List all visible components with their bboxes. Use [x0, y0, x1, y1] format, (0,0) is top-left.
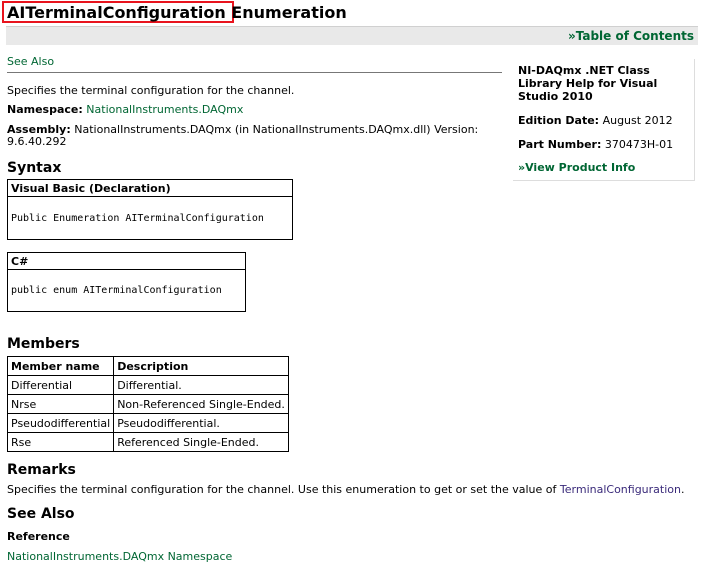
members-table	[7, 356, 289, 452]
member-description: Referenced Single-Ended.	[114, 433, 289, 452]
member-description: Pseudodifferential.	[114, 414, 289, 433]
page-title-suffix: Enumeration	[225, 3, 347, 22]
assembly-line	[7, 124, 497, 148]
vb-code-box	[7, 179, 293, 240]
edition-value: August 2012	[602, 114, 673, 127]
part-label: Part Number:	[518, 138, 602, 151]
table-header-row	[8, 357, 289, 376]
remarks-body: Specifies the terminal configuration for the channel. Use this enumeration to get or set the value of	[7, 483, 560, 496]
page-title	[7, 3, 347, 22]
namespace-link[interactable]: NationalInstruments.DAQmx	[86, 103, 244, 116]
part-value: 370473H-01	[604, 138, 674, 151]
remarks-end: .	[681, 483, 685, 496]
member-description: Differential.	[114, 376, 289, 395]
table-row	[8, 433, 289, 452]
title-bar	[0, 0, 720, 26]
namespace-reference-link[interactable]: NationalInstruments.DAQmx Namespace	[7, 550, 233, 563]
view-product-info-row	[518, 161, 689, 174]
table-row	[8, 395, 289, 414]
table-row	[8, 414, 289, 433]
see-also-link[interactable]: See Also	[7, 55, 55, 68]
cs-code-box	[7, 252, 246, 312]
toc-bar	[6, 26, 698, 45]
assembly-value: NationalInstruments.DAQmx (in NationalInstruments.DAQmx.dll) Version: 9.6.40.292	[7, 123, 479, 148]
reference-label: Reference	[7, 530, 70, 543]
column-header: Member name	[8, 357, 114, 376]
see-also-heading: See Also	[7, 506, 75, 522]
table-of-contents-link[interactable]: »Table of Contents	[567, 29, 694, 43]
enum-description: Specifies the terminal configuration for the channel.	[7, 84, 295, 97]
vb-code-label: Visual Basic (Declaration)	[8, 180, 292, 197]
column-header: Description	[114, 357, 289, 376]
members-heading: Members	[7, 336, 80, 352]
member-name: Nrse	[8, 395, 114, 414]
part-number	[518, 138, 689, 151]
terminal-configuration-link[interactable]: TerminalConfiguration	[559, 483, 681, 496]
vb-code: Public Enumeration AITerminalConfiguration	[11, 213, 264, 224]
member-name: Rse	[8, 433, 114, 452]
product-info-sidebar	[513, 59, 695, 181]
member-name: Differential	[8, 376, 114, 395]
cs-code-label: C#	[8, 253, 245, 270]
remarks-heading: Remarks	[7, 462, 76, 478]
edition-label: Edition Date:	[518, 114, 600, 127]
syntax-heading: Syntax	[7, 160, 62, 176]
member-description: Non-Referenced Single-Ended.	[114, 395, 289, 414]
namespace-line	[7, 103, 243, 116]
assembly-label: Assembly:	[7, 123, 71, 136]
divider	[7, 72, 502, 73]
view-product-info-link[interactable]: »View Product Info	[518, 161, 636, 174]
member-name: Pseudodifferential	[8, 414, 114, 433]
cs-code: public enum AITerminalConfiguration	[11, 285, 222, 296]
page-title-main: AITerminalConfiguration	[7, 3, 226, 22]
table-row	[8, 376, 289, 395]
remarks-text	[7, 483, 685, 496]
edition-date	[518, 114, 689, 127]
product-name: NI-DAQmx .NET Class Library Help for Visual Studio 2010	[518, 64, 658, 103]
namespace-label: Namespace:	[7, 103, 83, 116]
